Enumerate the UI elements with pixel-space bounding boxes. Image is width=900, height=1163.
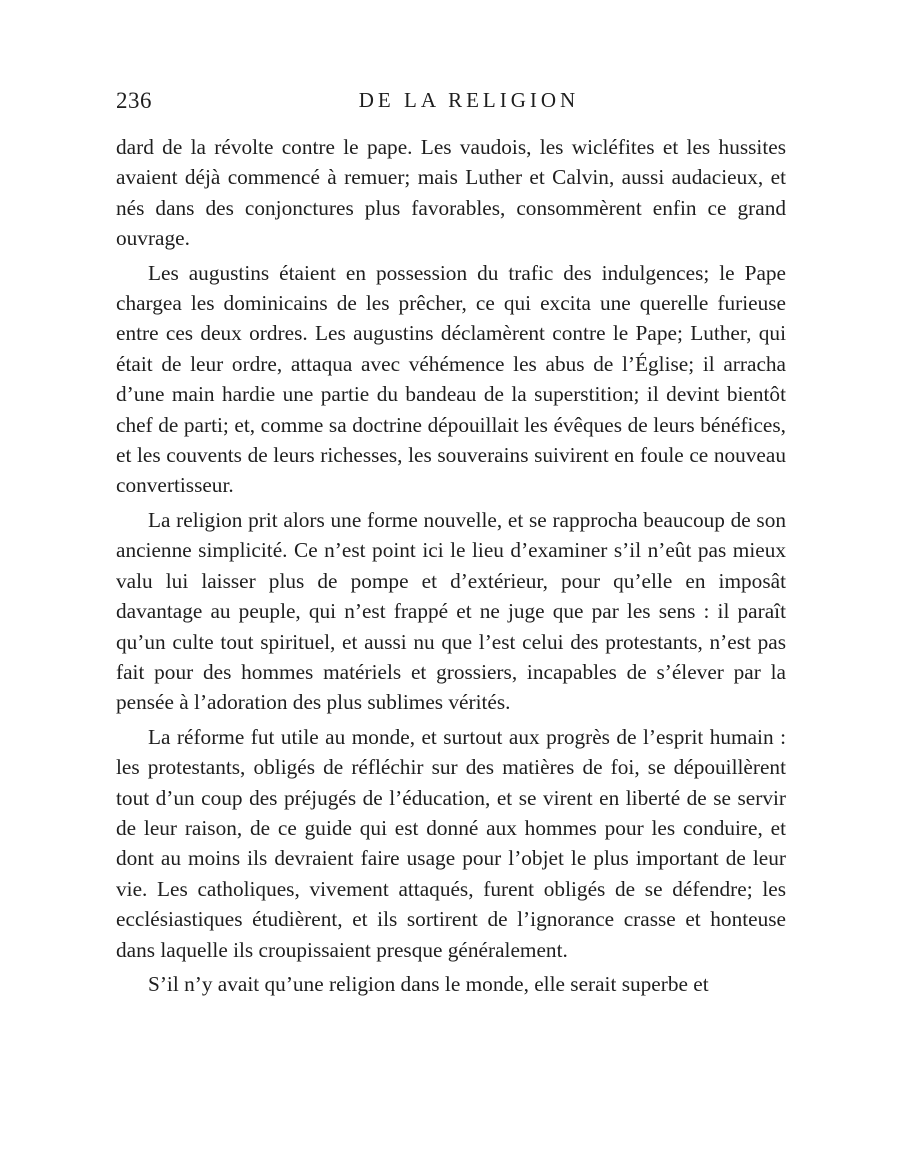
paragraph: La réforme fut utile au monde, et surtout aux progrès de l’esprit humain : les protestants, obligés de réfléchir sur des matières de foi, se dépouillèrent tout d’un coup des préjugés de l’éducation, et se virent en liberté de se servir de leur raison, de ce guide qui est donné aux hommes pour les conduire, et dont au moins ils devraient faire usage pour l’objet le plus important de leur vie. Les catholiques, vivement attaqués, furent obligés de se défendre; les ecclésiastiques étudièrent, et ils sortirent de l’ignorance crasse et honteuse dans laquelle ils croupissaient presque généralement. (116, 724, 786, 962)
book-page (116, 80, 786, 1003)
running-title: DE LA RELIGION (358, 88, 580, 112)
paragraph: Les augustins étaient en possession du trafic des indulgences; le Pape chargea les dominicains de les prêcher, ce qui excita une querelle furieuse entre ces deux ordres. Les augustins déclamèrent contre le Pape; Luther, qui était de leur ordre, attaqua avec véhémence les abus de l’Église; il arracha d’une main hardie une partie du bandeau de la superstition; il devint bientôt chef de parti; et, comme sa doctrine dépouillait les évêques de leurs bénéfices, et les couvents de leurs richesses, les souverains suivirent en foule ce nouveau convertisseur. (116, 260, 786, 498)
running-head (116, 80, 786, 120)
paragraph: S’il n’y avait qu’une religion dans le monde, elle serait superbe et (148, 971, 709, 996)
page-number: 236 (116, 88, 152, 113)
paragraph-continuation: dard de la révolte contre le pape. Les vaudois, les wicléfites et les hussites avaient déjà commencé à remuer; mais Luther et Calvin, aussi audacieux, et nés dans des conjonctures plus favorables, consommèrent enfin ce grand ouvrage. (116, 135, 786, 251)
body-text (116, 132, 786, 999)
paragraph: La religion prit alors une forme nouvelle, et se rapprocha beaucoup de son ancienne simplicité. Ce n’est point ici le lieu d’examiner s’il n’eût pas mieux valu lui laisser plus de pompe et d’extérieur, pour qu’elle en imposât davantage au peuple, qui n’est frappé et ne juge que par les sens : il paraît qu’un culte tout spirituel, et aussi nu que l’est celui des protestants, n’est pas fait pour des hommes matériels et grossiers, incapables de s’élever par la pensée à l’adoration des plus sublimes vérités. (116, 507, 786, 715)
